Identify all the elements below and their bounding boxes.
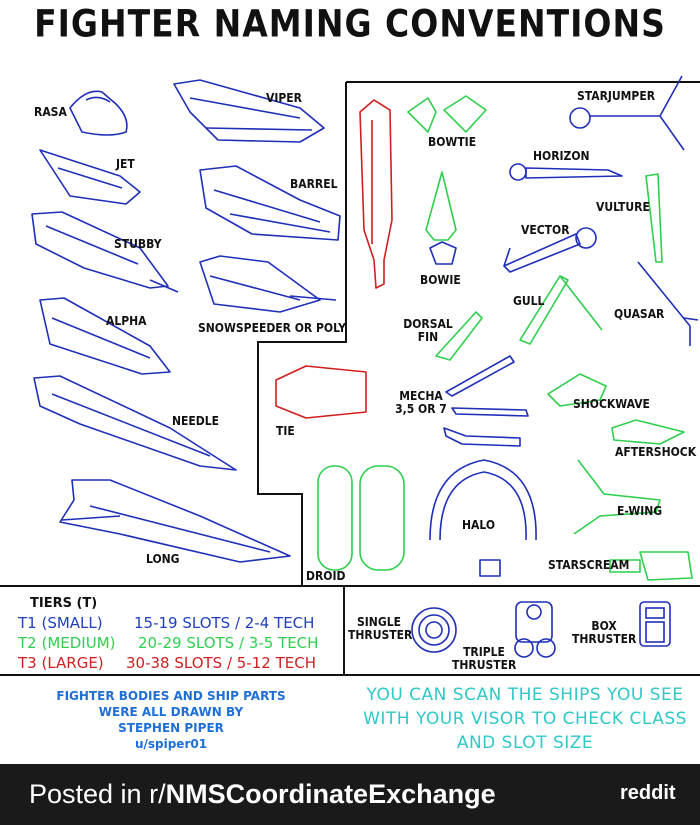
label-dorsal-fin-line2: FIN bbox=[417, 330, 439, 344]
credits-line-2: WERE ALL DRAWN BY bbox=[98, 705, 244, 719]
part-droid-right bbox=[360, 466, 404, 570]
label-triple-thruster bbox=[452, 646, 516, 672]
label-single-thruster-line2: THRUSTER bbox=[348, 628, 413, 642]
part-quasar bbox=[638, 262, 698, 346]
part-gull bbox=[520, 276, 602, 344]
part-droid-left bbox=[318, 466, 352, 570]
label-vulture: VULTURE bbox=[596, 200, 650, 214]
label-needle: NEEDLE bbox=[172, 414, 220, 428]
part-bowie bbox=[426, 172, 456, 240]
label-vector: VECTOR bbox=[521, 223, 570, 237]
label-box-thruster bbox=[572, 620, 636, 646]
label-rasa: RASA bbox=[34, 105, 67, 119]
label-triple-thruster-line1: TRIPLE bbox=[463, 645, 505, 659]
page-title: FIGHTER NAMING CONVENTIONS bbox=[34, 1, 666, 46]
part-starjumper bbox=[590, 76, 684, 150]
ship-tower bbox=[360, 100, 392, 288]
ship-long bbox=[60, 480, 290, 562]
label-starscream: STARSCREAM bbox=[548, 558, 630, 572]
label-alpha: ALPHA bbox=[106, 314, 147, 328]
label-triple-thruster-line2: THRUSTER bbox=[452, 658, 517, 672]
part-starjumper-engine bbox=[570, 108, 590, 128]
label-single-thruster-line1: SINGLE bbox=[357, 615, 401, 629]
label-gull: GULL bbox=[513, 294, 545, 308]
posted-in-prefix: Posted in r/ bbox=[29, 779, 166, 809]
label-starjumper: STARJUMPER bbox=[577, 89, 656, 103]
label-stubby: STUBBY bbox=[114, 237, 162, 251]
tier-row-2 bbox=[18, 634, 319, 652]
part-ewing bbox=[574, 460, 663, 534]
credits-line-4: u/spiper01 bbox=[134, 737, 208, 751]
part-tie bbox=[276, 366, 366, 418]
scan-note-line-3: AND SLOT SIZE bbox=[456, 733, 594, 753]
scan-note-line-2: WITH YOUR VISOR TO CHECK CLASS bbox=[363, 709, 687, 729]
part-horizon bbox=[526, 168, 622, 178]
tier-3-spec: 30-38 SLOTS / 5-12 TECH bbox=[126, 654, 316, 672]
label-droid: DROID bbox=[306, 569, 346, 583]
label-quasar: QUASAR bbox=[614, 307, 665, 321]
label-bowtie: BOWTIE bbox=[428, 135, 477, 149]
label-dorsal-fin bbox=[400, 318, 456, 344]
label-mecha-line2: 3,5 OR 7 bbox=[395, 402, 447, 416]
part-vulture bbox=[646, 174, 662, 262]
label-mecha-line1: MECHA bbox=[399, 389, 443, 403]
label-dorsal-fin-line1: DORSAL bbox=[403, 317, 453, 331]
label-bowie: BOWIE bbox=[420, 273, 461, 287]
ship-alpha bbox=[40, 298, 170, 374]
label-box-thruster-line2: THRUSTER bbox=[572, 632, 637, 646]
tier-1-name: T1 (SMALL) bbox=[18, 614, 103, 632]
label-aftershock: AFTERSHOCK bbox=[615, 445, 697, 459]
label-barrel: BARREL bbox=[290, 177, 338, 191]
label-single-thruster bbox=[348, 615, 413, 642]
reddit-wordmark[interactable]: reddit bbox=[620, 782, 676, 804]
part-mecha-c bbox=[444, 428, 520, 446]
credits-line-3: STEPHEN PIPER bbox=[118, 721, 224, 735]
label-long: LONG bbox=[146, 552, 180, 566]
scan-note bbox=[350, 683, 700, 755]
tier-row-1 bbox=[18, 614, 315, 632]
part-aftershock bbox=[612, 420, 684, 444]
triple-thruster-icon bbox=[516, 602, 552, 642]
t3-ships bbox=[360, 100, 392, 288]
label-box-thruster-line1: BOX bbox=[591, 619, 617, 633]
part-mecha-a bbox=[446, 356, 514, 396]
tier-3-name: T3 (LARGE) bbox=[18, 654, 104, 672]
scan-note-line-1: YOU CAN SCAN THE SHIPS YOU SEE bbox=[366, 685, 684, 705]
part-vector bbox=[504, 234, 580, 272]
ship-snowspeeder bbox=[200, 256, 320, 312]
tier-2-name: T2 (MEDIUM) bbox=[18, 634, 116, 652]
ship-viper bbox=[174, 80, 324, 142]
label-mecha bbox=[392, 390, 450, 416]
label-horizon: HORIZON bbox=[533, 149, 590, 163]
part-bowtie bbox=[408, 96, 486, 132]
credits-block bbox=[0, 688, 342, 752]
label-halo: HALO bbox=[462, 518, 496, 532]
label-jet: JET bbox=[116, 157, 135, 171]
tier-1-spec: 15-19 SLOTS / 2-4 TECH bbox=[134, 614, 315, 632]
label-ewing: E-WING bbox=[617, 504, 663, 518]
label-tie: TIE bbox=[276, 424, 295, 438]
label-shockwave: SHOCKWAVE bbox=[573, 397, 650, 411]
tiers-heading: TIERS (T) bbox=[30, 596, 98, 611]
tier-2-spec: 20-29 SLOTS / 3-5 TECH bbox=[138, 634, 319, 652]
label-viper: VIPER bbox=[266, 91, 302, 105]
credits-line-1: FIGHTER BODIES AND SHIP PARTS bbox=[56, 689, 286, 703]
part-mecha-b bbox=[452, 408, 528, 416]
label-snowspeeder: SNOWSPEEDER OR POLY bbox=[198, 321, 346, 335]
subreddit-link[interactable] bbox=[29, 779, 496, 810]
tier-row-3 bbox=[18, 654, 316, 672]
subreddit-name: NMSCoordinateExchange bbox=[165, 779, 496, 809]
